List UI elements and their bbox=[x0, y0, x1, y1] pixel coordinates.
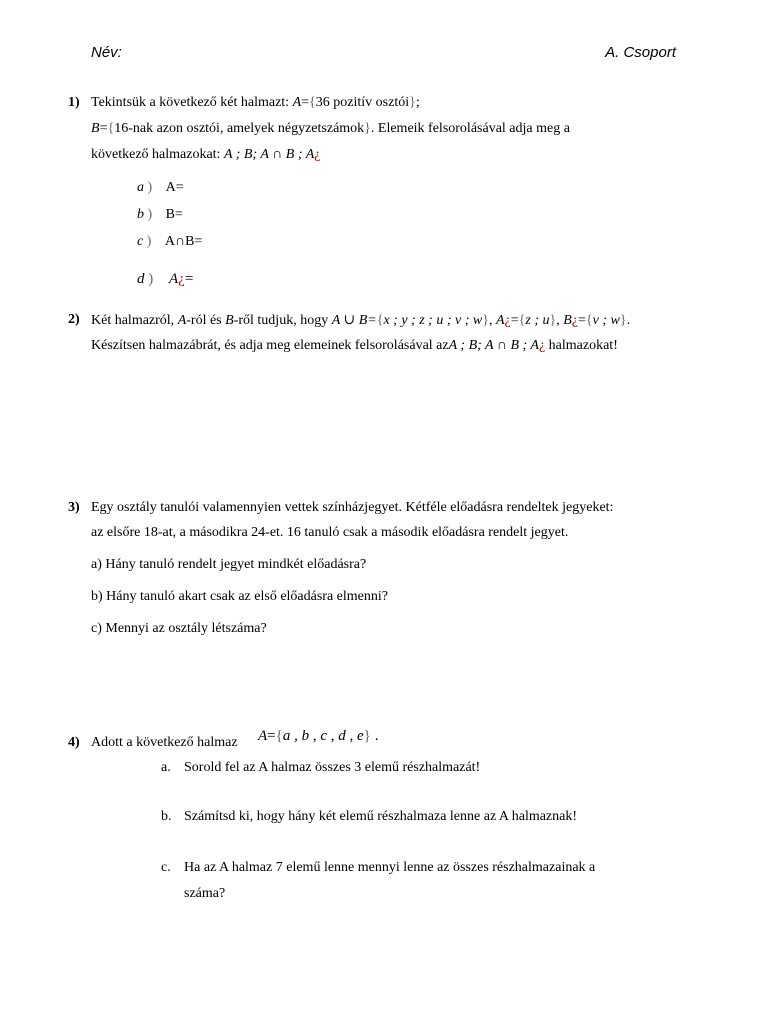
q1-line3 bbox=[91, 147, 321, 163]
q1-line2-end: . Elemeik felsorolásával adja meg a bbox=[370, 121, 570, 136]
q2-diff-b-eq: = bbox=[578, 313, 586, 328]
q1-item-b: b ) B= bbox=[137, 207, 183, 222]
q1-line2: B={16-nak azon osztói, amelyek négyzetszámok}. Elemeik felsorolásával adja meg a bbox=[91, 121, 570, 136]
q1-set-b-var: B bbox=[91, 121, 100, 136]
q1-item-c: c ) A∩B= bbox=[137, 234, 203, 249]
q1-item-d: d ) A¿= bbox=[137, 271, 194, 287]
q3-line1: Egy osztály tanulói valamennyien vettek színházjegyet. Kétféle előadásra rendeltek jegyeket: bbox=[91, 500, 614, 515]
q1-item-c-label: c bbox=[137, 234, 144, 249]
q4-item-a-label: a. bbox=[161, 760, 171, 775]
q4-item-c-text: Ha az A halmaz 7 elemű lenne mennyi lenne az összes részhalmazainak a bbox=[184, 860, 596, 875]
q4-set-end: . bbox=[374, 728, 379, 744]
q1-set-a-var: A bbox=[292, 95, 302, 110]
q1-item-a: a ) A= bbox=[137, 180, 184, 195]
q2-b-suffix: -ről tudjuk, hogy bbox=[233, 313, 329, 328]
q2-line2-glyph: ¿ bbox=[538, 338, 546, 353]
q3-question-a: a) Hány tanuló rendelt jegyet mindkét előadásra? bbox=[91, 557, 367, 572]
q2-diff-a-glyph: ¿ bbox=[504, 313, 511, 328]
q1-item-d-var: A bbox=[169, 271, 179, 287]
q2-line2-text: Készítsen halmazábrát, és adja meg elemeinek felsorolásával az bbox=[91, 338, 449, 353]
q2-diff-a-var: A bbox=[495, 313, 505, 328]
q1-set-b-eq: = bbox=[99, 121, 108, 136]
q1-line3-text: következő halmazokat: bbox=[91, 147, 221, 162]
q2-a-suffix: -ról és bbox=[186, 313, 222, 328]
q2-line2 bbox=[91, 338, 618, 354]
q1-set-a-eq: = bbox=[301, 95, 310, 110]
q1-line3-formula: A ; B; A ∩ B ; A bbox=[223, 147, 315, 162]
q1-number: 1) bbox=[68, 95, 80, 110]
q2-line1-start: Két halmazról, bbox=[91, 313, 175, 328]
q4-item-b-label: b. bbox=[161, 809, 172, 824]
q2-number: 2) bbox=[68, 312, 80, 327]
q2-diff-b-set: v ; w bbox=[592, 313, 620, 328]
q4-intro: Adott a következő halmaz bbox=[91, 735, 238, 750]
q3-number: 3) bbox=[68, 500, 80, 515]
q3-question-b: b) Hány tanuló akart csak az első előadásra elmenni? bbox=[91, 589, 388, 604]
q2-line1: Két halmazról, A-ról és B-ről tudjuk, hogy A ∪ B={x ; y ; z ; u ; v ; w}, A¿={z ; u}, B¿={v ; w}. bbox=[91, 313, 631, 328]
q1-item-a-label: a bbox=[137, 180, 144, 195]
q3-question-c: c) Mennyi az osztály létszáma? bbox=[91, 621, 267, 636]
q1-item-b-label: b bbox=[137, 207, 144, 222]
q2-diff-b-glyph: ¿ bbox=[571, 313, 579, 328]
q2-b-var: B bbox=[225, 313, 234, 328]
q1-line1: Tekintsük a következő két halmazt: A={36 pozitív osztói}; bbox=[91, 95, 420, 110]
q4-number: 4) bbox=[68, 735, 80, 750]
q2-union-formula: A ∪ B= bbox=[331, 313, 377, 328]
q4-set-eq: = bbox=[267, 728, 276, 744]
q1-set-b-content: 16-nak azon osztói, amelyek négyzetszámok bbox=[114, 121, 365, 136]
q1-item-d-eq: = bbox=[184, 271, 194, 287]
q2-diff-a-eq: = bbox=[510, 313, 519, 328]
q1-broken-glyph: ¿ bbox=[314, 147, 321, 162]
q2-a-var: A bbox=[177, 313, 187, 328]
q2-diff-b-var: B bbox=[563, 313, 572, 328]
q3-line2: az elsőre 18-at, a másodikra 24-et. 16 tanuló csak a második előadásra rendelt jegyet. bbox=[91, 525, 569, 540]
q4-item-b-text: Számítsd ki, hogy hány két elemű részhalmaza lenne az A halmaznak! bbox=[184, 809, 578, 824]
q1-set-a-content: 36 pozitív osztói bbox=[315, 95, 410, 110]
q2-line2-formula: A ; B; A ∩ B ; A bbox=[448, 338, 539, 353]
q4-set-content: a , b , c , d , e bbox=[282, 728, 364, 744]
q4-item-c-text2: száma? bbox=[184, 886, 226, 901]
q1-item-c-content: A∩B= bbox=[164, 234, 203, 249]
q1-item-b-content: B= bbox=[165, 207, 183, 222]
q1-line1-end: ; bbox=[415, 95, 420, 110]
q4-item-c-label: c. bbox=[161, 860, 171, 875]
q1-item-d-glyph: ¿ bbox=[178, 271, 185, 287]
q1-line1-text: Tekintsük a következő két halmazt: bbox=[91, 95, 290, 110]
q2-union-set: x ; y ; z ; u ; v ; w bbox=[383, 313, 483, 328]
q4-set: A={a , b , c , d , e} . bbox=[258, 728, 379, 744]
q2-line2-end: halmazokat! bbox=[548, 338, 618, 353]
q1-item-a-content: A= bbox=[165, 180, 184, 195]
q1-item-d-label: d bbox=[137, 271, 145, 287]
q4-set-var: A bbox=[258, 728, 268, 744]
q4-item-a-text: Sorold fel az A halmaz összes 3 elemű részhalmazát! bbox=[184, 760, 481, 775]
name-label: Név: bbox=[91, 44, 122, 61]
group-label: A. Csoport bbox=[605, 44, 676, 61]
q2-diff-a-set: z ; u bbox=[525, 313, 550, 328]
